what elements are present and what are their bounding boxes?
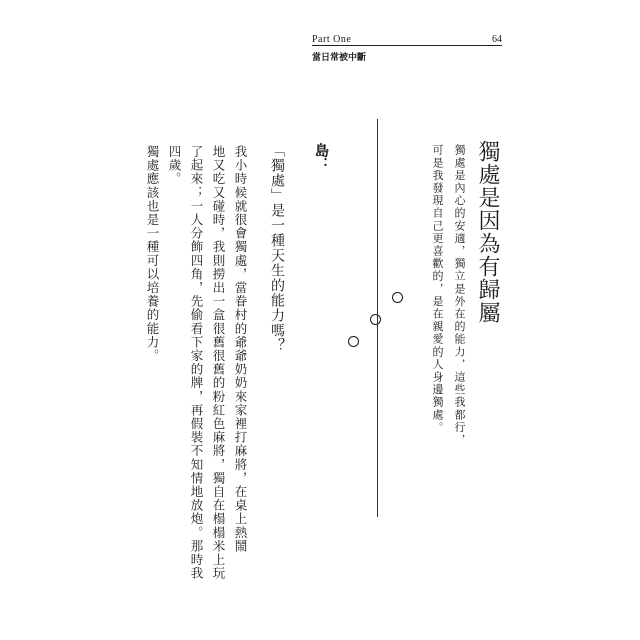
section-title: 獨處是因為有歸屬	[475, 140, 500, 324]
page-number: 64	[492, 34, 502, 45]
circle-ornament-icon	[348, 336, 359, 347]
running-header-part: Part One	[312, 34, 352, 45]
header-divider	[312, 45, 502, 46]
answer-line: 了起來；一人分飾四角，先偷看下家的牌，再假裝不知情地放炮。那時我	[189, 145, 204, 581]
intro-line: 可是我發現自己更喜歡的，是在親愛的人身邊獨處。	[431, 144, 444, 434]
circle-ornament-icon	[392, 292, 403, 303]
answer-line: 地又吃又碰時，我則撈出一盒很舊很舊的粉紅色麻將，獨自在榻榻米上玩	[211, 145, 226, 581]
circle-ornament-icon	[370, 314, 381, 325]
vertical-divider	[377, 119, 378, 517]
answer-line: 獨處應該也是一種可以培養的能力。	[145, 145, 160, 363]
speaker-label: 島：	[313, 143, 329, 171]
answer-line: 我小時候就很會獨處，當眷村的爺爺奶奶來家裡打麻將，在桌上熱鬧	[233, 145, 248, 553]
intro-line: 獨處是內心的安適，獨立是外在的能力，這些我都行，	[453, 144, 466, 447]
answer-line: 四歲。	[167, 145, 182, 186]
interview-question: 「獨處」是一種天生的能力嗎？	[269, 143, 285, 353]
running-header-chapter: 當日常被中斷	[312, 53, 367, 63]
